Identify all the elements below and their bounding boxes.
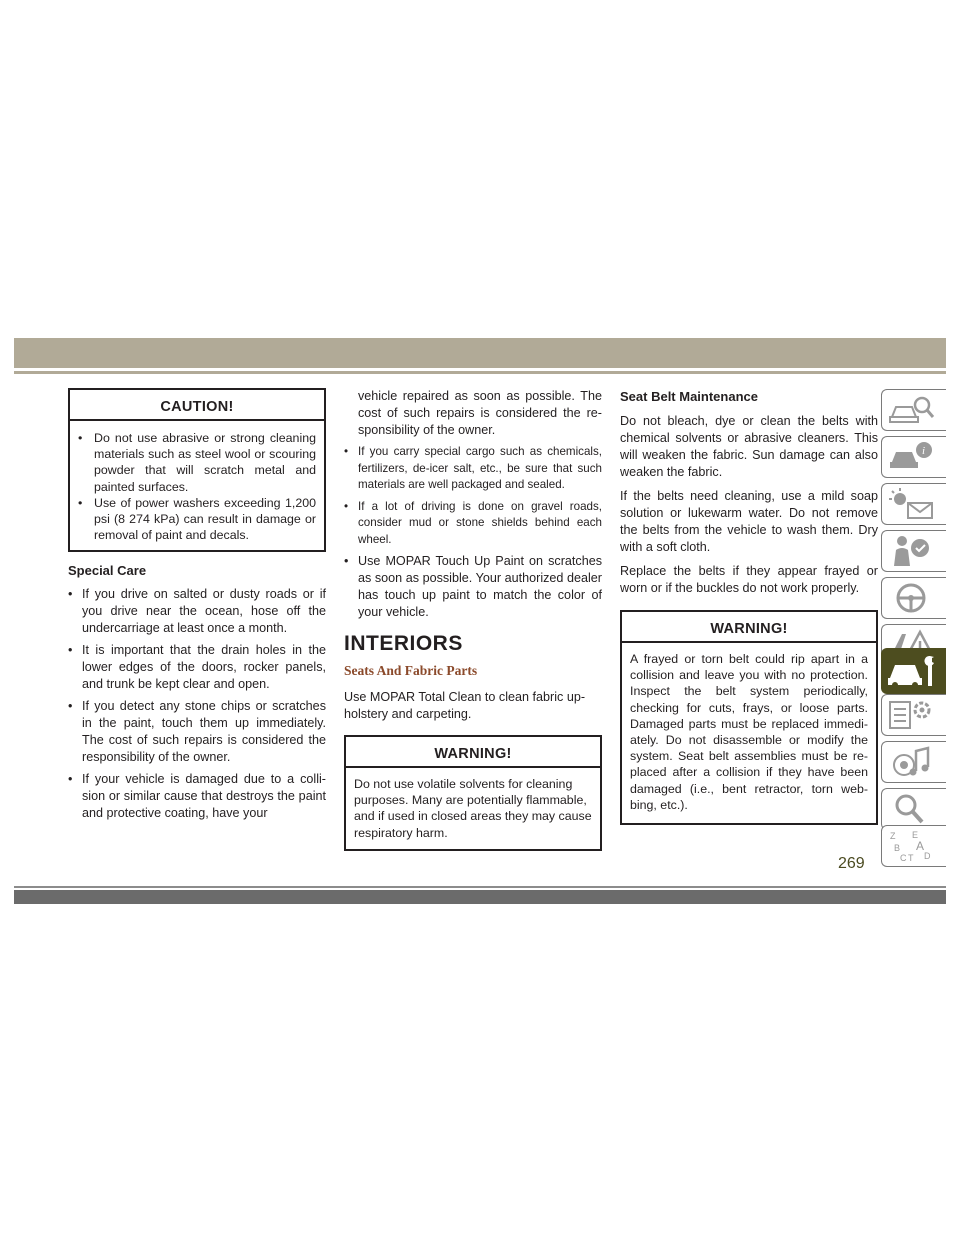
tab-car-search[interactable]	[881, 389, 946, 431]
airbag-person-icon	[886, 534, 936, 568]
svg-text:C: C	[900, 853, 907, 863]
tab-search[interactable]	[881, 788, 946, 830]
page-number: 269	[838, 855, 865, 872]
warning-box	[620, 610, 878, 825]
list-item: • If you detect any stone chips or scratches in the paint, touch them up immediately. The cost of such repairs is considered the responsibility of the owner.	[68, 698, 326, 766]
column-middle	[344, 388, 602, 851]
warning-title: WARNING!	[346, 737, 600, 768]
tab-specifications[interactable]	[881, 694, 946, 736]
specifications-gear-icon	[886, 698, 936, 732]
tab-warning-lights[interactable]	[881, 483, 946, 525]
caution-title: CAUTION!	[70, 390, 324, 421]
warning-title: WARNING!	[622, 612, 876, 643]
list-item: • If you carry special cargo such as chemicals, fertilizers, de-icer salt, etc., be sure that such materials are well packaged and sealed.	[344, 444, 602, 494]
warning-light-mail-icon	[886, 487, 936, 521]
warning-box	[344, 735, 602, 851]
footer-rule	[14, 886, 946, 888]
warning-text: A frayed or torn belt could rip apart in a collision and leave you with no protection. Inspect the belt system periodically, checking for cuts, frays, or loose parts. Damaged parts must be replaced immedi-ately. Do not disassemble or modify the system. Seat belt assemblies must be re-placed after a collision if they have been damaged (i.e., bent retractor, torn web-bing, etc.).	[630, 652, 868, 812]
list-item: • Use MOPAR Touch Up Paint on scratches as soon as possible. Your authorized dealer has touch up paint to match the color of your vehicle.	[344, 553, 602, 621]
paragraph: Replace the belts if they appear frayed or worn or if the buckles do not work properly.	[620, 564, 878, 595]
caution-item: • Do not use abrasive or strong cleaning materials such as steel wool or scouring powder that will scratch metal and painted surfaces.	[78, 430, 316, 495]
svg-text:i: i	[922, 445, 926, 457]
svg-text:T: T	[908, 853, 914, 863]
multimedia-music-icon	[886, 745, 936, 779]
car-wrench-icon	[886, 652, 940, 690]
alphabet-index-icon	[886, 829, 936, 863]
tab-servicing[interactable]	[881, 648, 946, 694]
seat-belt-heading: Seat Belt Maintenance	[620, 389, 758, 404]
svg-text:A: A	[916, 839, 925, 853]
header-rule	[14, 371, 946, 374]
footer-band	[14, 890, 946, 904]
tab-starting-operating[interactable]	[881, 577, 946, 619]
intro-text: Use MOPAR Total Clean to clean fabric up-holstery and carpeting.	[344, 690, 586, 721]
column-right	[620, 388, 878, 825]
special-care-heading: Special Care	[68, 563, 147, 578]
tab-multimedia[interactable]	[881, 741, 946, 783]
tab-car-info[interactable]	[881, 436, 946, 478]
car-info-icon	[886, 440, 936, 474]
warning-text: Do not use volatile solvents for cleaning purposes. Many are potentially flammable, and if used in closed areas they may cause respiratory harm.	[354, 777, 592, 840]
list-item: • If you drive on salted or dusty roads or if you drive near the ocean, hose off the undercarriage at least once a month.	[68, 586, 326, 637]
svg-text:B: B	[894, 843, 901, 853]
continuation-text: vehicle repaired as soon as possible. The cost of such repairs is considered the re-sponsibility of the owner.	[358, 389, 602, 437]
header-band	[14, 338, 946, 368]
caution-box	[68, 388, 326, 552]
tab-index[interactable]	[881, 825, 946, 867]
caution-item: • Use of power washers exceeding 1,200 psi (8 274 kPa) can result in damage or removal of paint and decals.	[78, 495, 316, 544]
column-left	[68, 388, 326, 822]
paragraph: If the belts need cleaning, use a mild soap solution or lukewarm water. Do not remove the belts from the vehicle to wash them. Dry with a soft cloth.	[620, 489, 878, 554]
svg-text:Z: Z	[890, 831, 896, 841]
list-item: • If your vehicle is damaged due to a colli-sion or similar cause that destroys the paint and protective coating, have your	[68, 771, 326, 822]
list-item: • If a lot of driving is done on gravel roads, consider mud or stone shields behind each wheel.	[344, 499, 602, 549]
section-title: INTERIORS	[344, 632, 463, 655]
index-search-icon	[886, 792, 936, 826]
tab-safety[interactable]	[881, 530, 946, 572]
car-search-icon	[886, 393, 936, 427]
svg-text:E: E	[912, 830, 919, 840]
list-item: • It is important that the drain holes in the lower edges of the doors, rocker panels, and trunk be kept clear and open.	[68, 642, 326, 693]
paragraph: Do not bleach, dye or clean the belts with chemical solvents or abrasive cleaners. This will weaken the fabric. Sun damage can also weaken the fabric.	[620, 414, 878, 479]
steering-wheel-icon	[886, 581, 936, 615]
svg-text:D: D	[924, 851, 931, 861]
subsection-title: Seats And Fabric Parts	[344, 663, 478, 678]
